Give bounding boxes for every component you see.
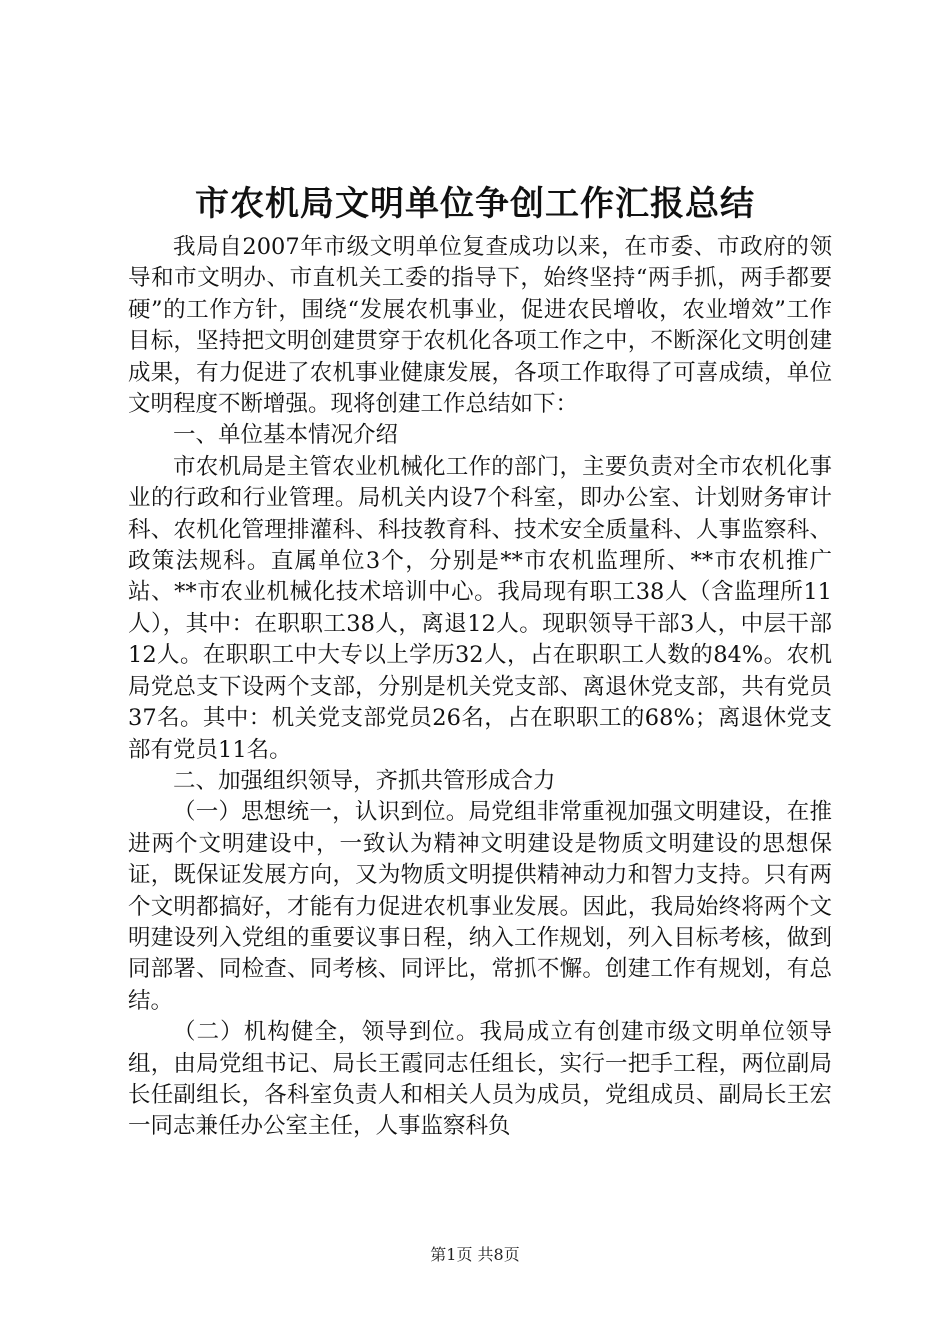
section-heading-2: 二、加强组织领导，齐抓共管形成合力 (173, 767, 556, 794)
subsection-2-paragraph: （二）机构健全，领导到位。我局成立有创建市级文明单位领导组，由局党组书记、局长王霞同志任组长，实行一把手工程，两位副局长任副组长，各科室负责人和相关人员为成员，党组成员、副局长王宏一同志兼任办公室主任，人事监察科负 (128, 1019, 832, 1140)
subsection-1-paragraph: （一）思想统一，认识到位。局党组非常重视加强文明建设，在推进两个文明建设中，一致认为精神文明建设是物质文明建设的思想保证，既保证发展方向，又为物质文明提供精神动力和智力支持。只有两个文明都搞好，才能有力促进农机事业发展。因此，我局始终将两个文明建设列入党组的重要议事日程，纳入工作规划，列入目标考核，做到同部署、同检查、同考核、同评比，常抓不懈。创建工作有规划，有总结。 (128, 799, 832, 1014)
section-heading-1: 一、单位基本情况介绍 (173, 422, 399, 449)
document-body (128, 232, 832, 1143)
intro-paragraph: 我局自2007年市级文明单位复查成功以来，在市委、市政府的领导和市文明办、市直机关工委的指导下，始终坚持“两手抓，两手都要硬”的工作方针，围绕“发展农机事业，促进农民增收，农业增效”工作目标，坚持把文明创建贯穿于农机化各项工作之中，不断深化文明创建成果，有力促进了农机事业健康发展，各项工作取得了可喜成绩，单位文明程度不断增强。现将创建工作总结如下： (128, 234, 832, 418)
document-title: 市农机局文明单位争创工作汇报总结 (195, 184, 755, 224)
basic-info-paragraph: 市农机局是主管农业机械化工作的部门，主要负责对全市农机化事业的行政和行业管理。局机关内设7个科室，即办公室、计划财务审计科、农机化管理排灌科、科技教育科、技术安全质量科、人事监察科、政策法规科。直属单位3个，分别是**市农机监理所、**市农机推广站、**市农业机械化技术培训中心。我局现有职工38人（含监理所11人），其中：在职职工38人，离退12人。现职领导干部3人，中层干部12人。在职职工中大专以上学历32人，占在职职工人数的84%。农机局党总支下设两个支部，分别是机关党支部、离退休党支部，共有党员37名。其中：机关党支部党员26名，占在职职工的68%；离退休党支部有党员11名。 (128, 453, 832, 763)
page-number-footer: 第1页 共8页 (430, 1245, 520, 1264)
